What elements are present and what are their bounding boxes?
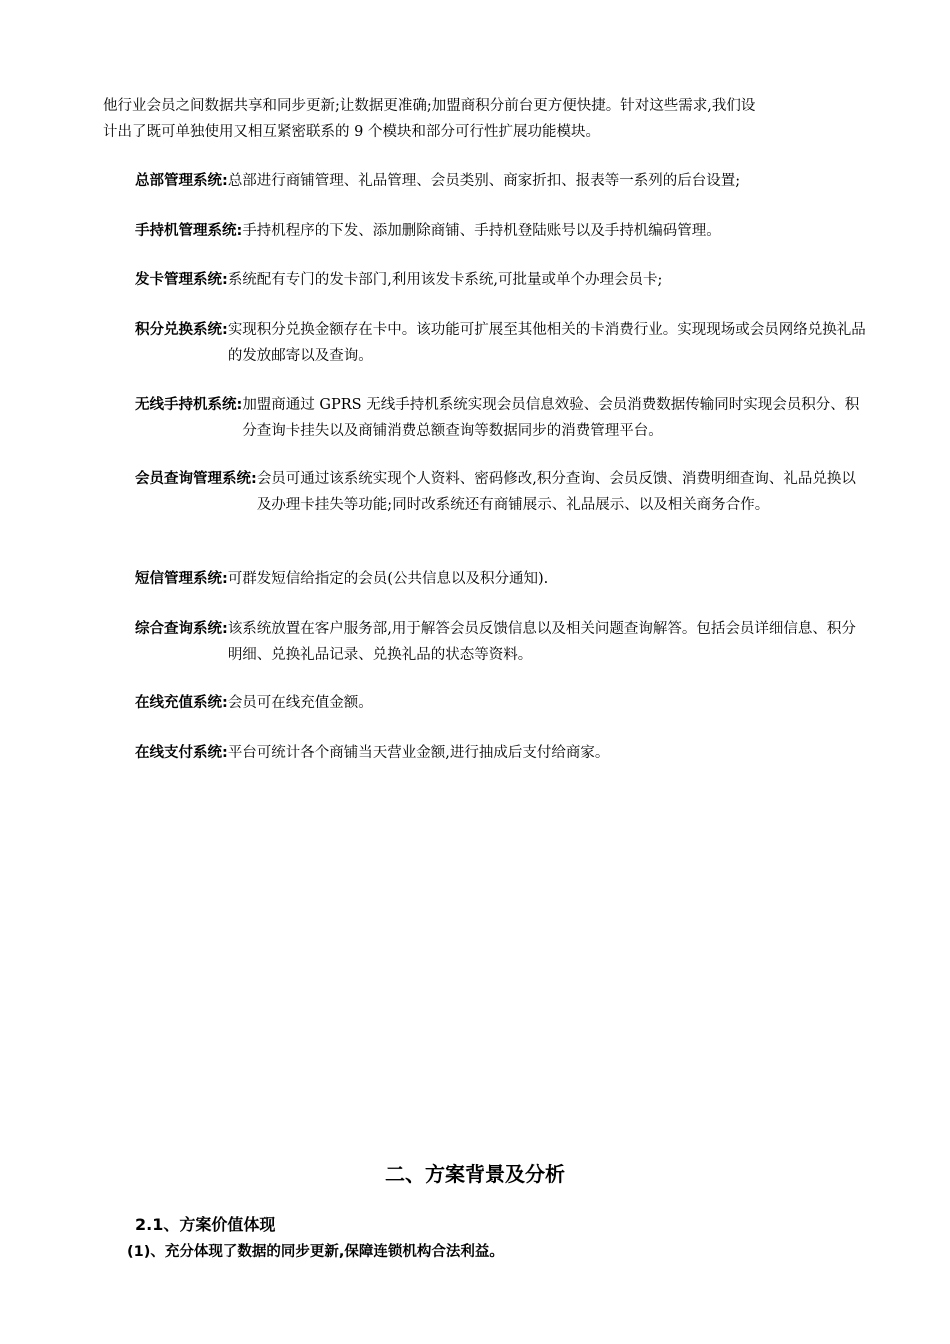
module-desc: 会员可通过该系统实现个人资料、密码修改,积分查询、会员反馈、消费明细查询、礼品兑换以及办理卡挂失等功能;同时改系统还有商铺展示、礼品展示、以及相关商务合作。 bbox=[256, 471, 856, 513]
module-desc: 会员可在线充值金额。 bbox=[227, 695, 373, 711]
module-term: 综合查询系统: bbox=[135, 621, 228, 637]
module-member-query bbox=[135, 466, 870, 518]
module-desc: 该系统放置在客户服务部,用于解答会员反馈信息以及相关问题查询解答。包括会员详细信息、积分明细、兑换礼品记录、兑换礼品的状态等资料。 bbox=[227, 621, 856, 663]
intro-line-1: 他行业会员之间数据共享和同步更新;让数据更准确;加盟商积分前台更方便快捷。针对这些需求,我们设 bbox=[103, 98, 756, 114]
module-handheld-management bbox=[135, 218, 870, 244]
value-point-1: (1)、充分体现了数据的同步更新,保障连锁机构合法利益。 bbox=[127, 1244, 504, 1260]
module-sms-management bbox=[135, 566, 870, 592]
module-online-payment bbox=[135, 740, 870, 766]
subsection-heading: 2.1、方案价值体现 bbox=[135, 1215, 276, 1234]
module-card-issuing bbox=[135, 267, 870, 293]
module-desc: 手持机程序的下发、添加删除商铺、手持机登陆账号以及手持机编码管理。 bbox=[242, 223, 721, 239]
intro-paragraph bbox=[103, 93, 873, 145]
module-wireless-handheld bbox=[135, 392, 870, 444]
module-term: 积分兑换系统: bbox=[135, 322, 228, 338]
intro-line-2: 计出了既可单独使用又相互紧密联系的 9 个模块和部分可行性扩展功能模块。 bbox=[103, 124, 600, 140]
module-points-exchange bbox=[135, 317, 870, 369]
module-integrated-query bbox=[135, 616, 870, 668]
module-desc: 总部进行商铺管理、礼品管理、会员类别、商家折扣、报表等一系列的后台设置; bbox=[227, 173, 741, 189]
module-term: 无线手持机系统: bbox=[135, 397, 243, 413]
module-term: 会员查询管理系统: bbox=[135, 471, 257, 487]
module-online-recharge bbox=[135, 690, 870, 716]
section-heading: 二、方案背景及分析 bbox=[385, 1162, 565, 1186]
module-desc: 平台可统计各个商铺当天营业金额,进行抽成后支付给商家。 bbox=[227, 745, 610, 761]
module-desc: 可群发短信给指定的会员(公共信息以及积分通知). bbox=[227, 571, 549, 587]
module-desc: 实现积分兑换金额存在卡中。该功能可扩展至其他相关的卡消费行业。实现现场或会员网络兑换礼品的发放邮寄以及查询。 bbox=[227, 322, 866, 364]
module-term: 总部管理系统: bbox=[135, 173, 228, 189]
module-desc: 系统配有专门的发卡部门,利用该发卡系统,可批量或单个办理会员卡; bbox=[227, 272, 663, 288]
module-hq-management bbox=[135, 168, 870, 194]
module-term: 在线支付系统: bbox=[135, 745, 228, 761]
module-desc: 加盟商通过 GPRS 无线手持机系统实现会员信息效验、会员消费数据传输同时实现会员积分、积分查询卡挂失以及商铺消费总额查询等数据同步的消费管理平台。 bbox=[242, 397, 860, 439]
module-term: 在线充值系统: bbox=[135, 695, 228, 711]
module-term: 短信管理系统: bbox=[135, 571, 228, 587]
module-term: 发卡管理系统: bbox=[135, 272, 228, 288]
module-term: 手持机管理系统: bbox=[135, 223, 243, 239]
